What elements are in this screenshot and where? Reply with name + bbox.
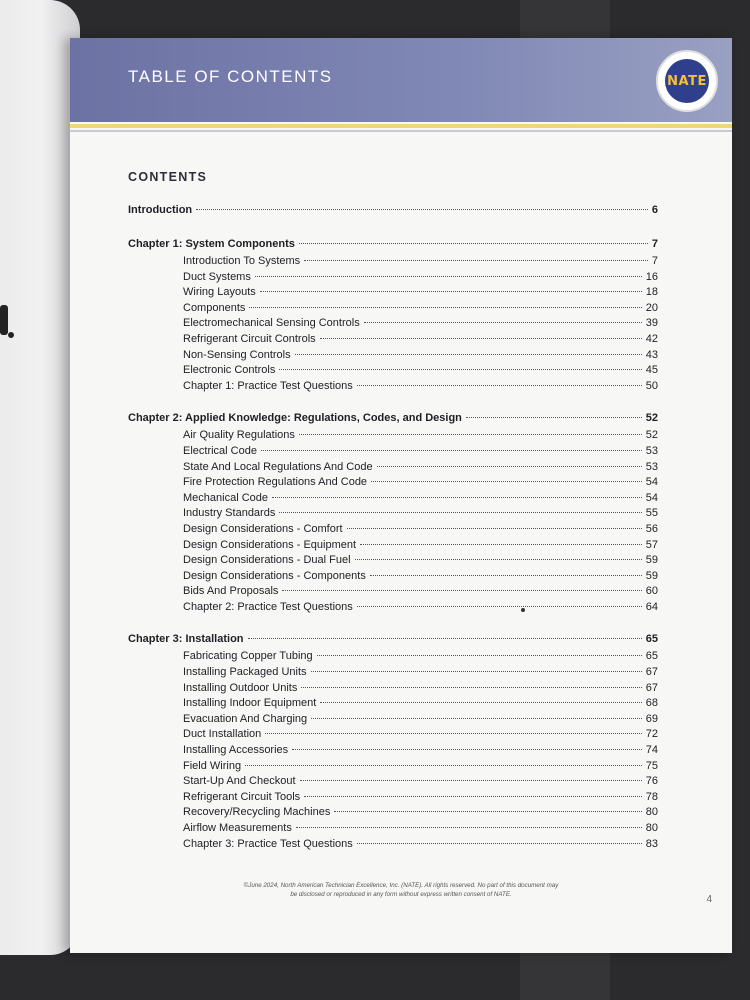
- toc-item-title: Refrigerant Circuit Controls: [183, 332, 316, 345]
- toc-item-page: 76: [645, 775, 658, 788]
- toc-leader-dots: [296, 827, 642, 828]
- toc-leader-dots: [320, 338, 642, 339]
- toc-item-title: Components: [183, 301, 246, 314]
- toc-item-page: 54: [645, 476, 658, 489]
- left-page-mark: [0, 305, 8, 335]
- toc-item-page: 18: [645, 286, 658, 299]
- toc-leader-dots: [334, 811, 641, 812]
- toc-leader-dots: [261, 450, 642, 451]
- toc-item-title: Chapter 3: Practice Test Questions: [183, 837, 353, 850]
- toc-item-row: [128, 728, 658, 744]
- page-number: 4: [706, 894, 712, 905]
- toc-item-row: [128, 791, 658, 807]
- toc-item-row: [128, 760, 658, 776]
- table-of-contents: [128, 204, 658, 853]
- toc-leader-dots: [311, 718, 642, 719]
- toc-section-row: [128, 633, 658, 650]
- toc-leader-dots: [295, 354, 642, 355]
- toc-leader-dots: [265, 733, 641, 734]
- toc-section-title: Chapter 1: System Components: [128, 238, 295, 250]
- section-gap: [128, 616, 658, 633]
- toc-item-page: 16: [645, 270, 658, 283]
- toc-item-row: [128, 666, 658, 682]
- toc-item-title: Duct Systems: [183, 270, 251, 283]
- toc-leader-dots: [196, 209, 648, 210]
- toc-item-title: Chapter 1: Practice Test Questions: [183, 379, 353, 392]
- toc-section-row: [128, 204, 658, 221]
- toc-item-title: Electrical Code: [183, 444, 257, 457]
- toc-item-row: [128, 333, 658, 349]
- toc-item-row: [128, 429, 658, 445]
- toc-item-row: [128, 507, 658, 523]
- toc-item-title: Industry Standards: [183, 507, 276, 520]
- toc-item-title: Electronic Controls: [183, 364, 276, 377]
- section-gap: [128, 395, 658, 412]
- toc-section-row: [128, 412, 658, 429]
- toc-item-row: [128, 317, 658, 333]
- toc-leader-dots: [248, 638, 642, 639]
- toc-item-title: Installing Accessories: [183, 744, 289, 757]
- toc-item-title: Chapter 2: Practice Test Questions: [183, 600, 353, 613]
- toc-leader-dots: [357, 843, 642, 844]
- toc-leader-dots: [282, 590, 641, 591]
- left-page-edge: [0, 0, 80, 955]
- toc-item-title: Installing Indoor Equipment: [183, 697, 317, 710]
- copyright-footer: [70, 881, 732, 899]
- toc-item-page: 83: [645, 837, 658, 850]
- toc-item-row: [128, 650, 658, 666]
- toc-item-row: [128, 570, 658, 586]
- section-gap: [128, 221, 658, 238]
- toc-item-row: [128, 286, 658, 302]
- toc-item-row: [128, 775, 658, 791]
- toc-item-row: [128, 523, 658, 539]
- toc-item-page: 74: [645, 744, 658, 757]
- toc-item-page: 59: [645, 554, 658, 567]
- toc-item-page: 60: [645, 585, 658, 598]
- toc-item-title: Installing Packaged Units: [183, 666, 307, 679]
- toc-item-title: Airflow Measurements: [183, 822, 292, 834]
- toc-leader-dots: [466, 417, 642, 418]
- toc-item-row: [128, 682, 658, 698]
- toc-item-title: Introduction To Systems: [183, 255, 301, 267]
- document-page: [70, 38, 732, 953]
- toc-item-title: Electromechanical Sensing Controls: [183, 317, 360, 330]
- toc-item-row: [128, 744, 658, 760]
- toc-leader-dots: [357, 606, 642, 607]
- toc-leader-dots: [279, 512, 641, 513]
- toc-item-page: 57: [645, 538, 658, 551]
- toc-item-page: 67: [645, 666, 658, 679]
- nate-logo-text: NATE: [667, 73, 707, 89]
- toc-item-row: [128, 697, 658, 713]
- toc-item-row: [128, 380, 658, 396]
- toc-leader-dots: [320, 702, 641, 703]
- toc-leader-dots: [377, 466, 642, 467]
- toc-item-page: 42: [645, 332, 658, 345]
- toc-item-row: [128, 302, 658, 318]
- toc-leader-dots: [360, 544, 642, 545]
- left-page-dot: [8, 332, 14, 338]
- toc-item-row: [128, 539, 658, 555]
- toc-leader-dots: [255, 276, 642, 277]
- toc-leader-dots: [292, 749, 642, 750]
- toc-item-page: 54: [645, 491, 658, 504]
- toc-item-title: Mechanical Code: [183, 491, 268, 504]
- toc-section-title: Introduction: [128, 204, 193, 216]
- toc-item-page: 72: [645, 728, 658, 741]
- toc-item-page: 55: [645, 507, 658, 520]
- toc-item-row: [128, 554, 658, 570]
- toc-item-title: Fabricating Copper Tubing: [183, 650, 313, 663]
- toc-item-page: 69: [645, 712, 658, 725]
- toc-item-title: Design Considerations - Dual Fuel: [183, 554, 351, 567]
- toc-item-title: Non-Sensing Controls: [183, 348, 291, 361]
- nate-logo-badge: [665, 59, 709, 103]
- contents-heading: CONTENTS: [128, 170, 208, 184]
- page-smudge: [521, 608, 525, 612]
- toc-item-page: 80: [645, 822, 658, 834]
- toc-section-row: [128, 238, 658, 255]
- toc-leader-dots: [347, 528, 642, 529]
- toc-item-title: Bids And Proposals: [183, 585, 279, 598]
- toc-section-title: Chapter 3: Installation: [128, 633, 244, 646]
- toc-item-page: 52: [645, 429, 658, 442]
- toc-item-row: [128, 271, 658, 287]
- toc-leader-dots: [311, 671, 642, 672]
- toc-leader-dots: [300, 780, 642, 781]
- footer-line-1: ©June 2024, North American Technician Excellence, Inc. (NATE). All rights reserved. No part of this document may: [243, 882, 559, 889]
- toc-item-row: [128, 713, 658, 729]
- toc-item-row: [128, 445, 658, 461]
- toc-item-row: [128, 476, 658, 492]
- toc-section-page: 52: [645, 412, 658, 425]
- toc-section-page: 65: [645, 633, 658, 646]
- toc-item-row: [128, 255, 658, 271]
- toc-item-page: 43: [645, 348, 658, 361]
- toc-item-row: [128, 349, 658, 365]
- toc-item-title: Duct Installation: [183, 728, 262, 741]
- toc-item-row: [128, 364, 658, 380]
- toc-item-row: [128, 822, 658, 838]
- toc-leader-dots: [260, 291, 642, 292]
- toc-item-row: [128, 601, 658, 617]
- toc-item-page: 65: [645, 650, 658, 663]
- toc-leader-dots: [317, 655, 642, 656]
- toc-item-page: 20: [645, 301, 658, 314]
- toc-item-page: 45: [645, 364, 658, 377]
- toc-item-title: Refrigerant Circuit Tools: [183, 790, 301, 803]
- toc-leader-dots: [371, 481, 642, 482]
- toc-item-title: Fire Protection Regulations And Code: [183, 476, 368, 489]
- toc-item-page: 59: [645, 569, 658, 582]
- toc-item-page: 78: [645, 790, 658, 803]
- toc-item-title: Air Quality Regulations: [183, 429, 295, 442]
- toc-item-page: 53: [645, 444, 658, 457]
- toc-section-title: Chapter 2: Applied Knowledge: Regulations, Codes, and Design: [128, 412, 462, 425]
- footer-line-2: be disclosed or reproduced in any form without express written consent of NATE.: [290, 891, 512, 898]
- toc-item-title: Design Considerations - Comfort: [183, 522, 343, 535]
- toc-leader-dots: [364, 322, 642, 323]
- toc-item-page: 67: [645, 681, 658, 694]
- toc-item-title: Installing Outdoor Units: [183, 681, 298, 694]
- toc-leader-dots: [272, 497, 642, 498]
- toc-leader-dots: [304, 260, 648, 261]
- toc-leader-dots: [245, 765, 642, 766]
- toc-leader-dots: [299, 243, 648, 244]
- toc-leader-dots: [299, 434, 642, 435]
- header-stripe-yellow: [70, 124, 732, 128]
- toc-item-page: 39: [645, 317, 658, 330]
- toc-item-title: Start-Up And Checkout: [183, 775, 296, 788]
- toc-item-row: [128, 492, 658, 508]
- toc-item-page: 7: [651, 255, 658, 267]
- toc-item-title: Evacuation And Charging: [183, 712, 308, 725]
- toc-section-page: 6: [651, 204, 658, 216]
- toc-leader-dots: [357, 385, 642, 386]
- toc-item-row: [128, 838, 658, 854]
- toc-item-title: Field Wiring: [183, 759, 242, 772]
- toc-section-page: 7: [651, 238, 658, 250]
- toc-item-page: 56: [645, 522, 658, 535]
- nate-logo: [656, 50, 718, 112]
- toc-item-title: Wiring Layouts: [183, 286, 256, 299]
- toc-leader-dots: [301, 687, 641, 688]
- toc-item-page: 50: [645, 379, 658, 392]
- toc-item-row: [128, 461, 658, 477]
- toc-item-page: 53: [645, 460, 658, 473]
- header-band: [70, 38, 732, 122]
- toc-item-page: 75: [645, 759, 658, 772]
- toc-item-row: [128, 585, 658, 601]
- page-title: TABLE OF CONTENTS: [128, 67, 333, 86]
- toc-leader-dots: [279, 369, 641, 370]
- toc-item-title: State And Local Regulations And Code: [183, 460, 373, 473]
- toc-leader-dots: [355, 559, 642, 560]
- toc-item-row: [128, 806, 658, 822]
- toc-leader-dots: [370, 575, 642, 576]
- toc-item-title: Recovery/Recycling Machines: [183, 806, 331, 819]
- toc-item-page: 68: [645, 697, 658, 710]
- toc-item-page: 64: [645, 600, 658, 613]
- toc-leader-dots: [249, 307, 641, 308]
- header-stripe-gray: [70, 130, 732, 132]
- toc-item-title: Design Considerations - Equipment: [183, 538, 357, 551]
- toc-item-title: Design Considerations - Components: [183, 569, 366, 582]
- toc-leader-dots: [304, 796, 642, 797]
- toc-item-page: 80: [645, 806, 658, 819]
